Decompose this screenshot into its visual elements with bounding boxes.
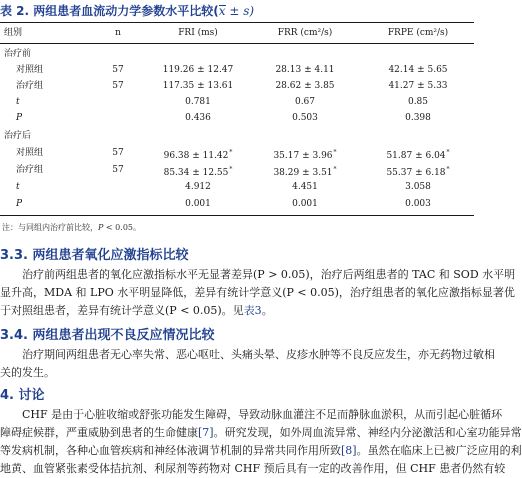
header-fri: FRI (ms) <box>178 28 218 38</box>
section-heading-3-3: 3.3. 两组患者氧化应激指标比较 <box>0 248 189 263</box>
row-label: 对照组 <box>16 148 44 158</box>
paragraph-line: 关的发生。 <box>0 366 55 379</box>
paragraph-line: 治疗期间两组患者无心率失常、恶心呕吐、头痛头晕、皮疹水肿等不良反应发生，亦无药物过敏相 <box>22 348 495 361</box>
table-row <box>0 78 474 94</box>
paragraph-line: 于对照组患者，差异有统计学意义(P < 0.05)。见表3。 <box>0 304 273 317</box>
cell-frr: 38.29 ± 3.51* <box>273 166 337 178</box>
table-footnote: 注：与同组内治疗前比较，P < 0.05。 <box>2 223 141 232</box>
paragraph-line: 显升高，MDA 和 LPO 水平明显降低，差异有统计学意义(P < 0.05)，治疗组患者的氧化应激指标显著优 <box>0 286 515 299</box>
citation-7-link[interactable]: [7] <box>198 426 214 439</box>
row-label: P <box>16 199 23 209</box>
cell-frr: 28.13 ± 4.11 <box>275 65 335 75</box>
cell-frpe: 0.85 <box>407 97 429 107</box>
cell-frr: 0.001 <box>292 199 318 209</box>
cell-fri: 4.912 <box>185 182 211 192</box>
table-top-rule <box>0 22 474 23</box>
row-label: 治疗组 <box>16 165 44 175</box>
significance-mark: * <box>333 149 337 156</box>
cell-frpe: 3.058 <box>405 182 431 192</box>
paragraph-line: 地黄、血管紧张素受体拮抗剂、利尿剂等药物对 CHF 预后具有一定的改善作用，但 CHF 患者仍然有较 <box>0 462 506 475</box>
table-3-link[interactable]: 表3 <box>243 304 262 317</box>
cell-fri: 96.38 ± 11.42* <box>163 149 233 161</box>
cell-frr: 0.503 <box>292 113 318 123</box>
header-n: n <box>115 28 121 38</box>
cell-n: 57 <box>112 65 124 75</box>
significance-mark: * <box>229 149 233 156</box>
row-label: P <box>16 113 23 123</box>
cell-n: 57 <box>112 148 124 158</box>
row-label: 对照组 <box>16 65 44 75</box>
table-title: 两组患者血流动力学参数水平比较( <box>33 4 219 18</box>
cell-frr: 28.62 ± 3.85 <box>275 81 335 91</box>
cell-fri: 117.35 ± 13.61 <box>162 81 234 91</box>
table-row <box>0 196 474 212</box>
row-label: t <box>16 182 20 192</box>
significance-mark: * <box>446 166 450 173</box>
paragraph-line: CHF 是由于心脏收缩或舒张功能发生障碍，导致动脉血灌注不足而静脉血淤积，从而引起心脏循环 <box>22 408 503 421</box>
citation-8-link[interactable]: [8] <box>341 444 357 457</box>
cell-fri: 0.001 <box>185 199 211 209</box>
cell-frr: 0.67 <box>294 97 316 107</box>
cell-fri: 119.26 ± 12.47 <box>162 65 234 75</box>
cell-n: 57 <box>112 81 124 91</box>
table-caption <box>0 2 254 20</box>
cell-frr: 35.17 ± 3.96* <box>273 149 337 161</box>
cell-frpe: 51.87 ± 6.04* <box>386 149 450 161</box>
significance-mark: * <box>446 149 450 156</box>
table-row <box>0 162 474 178</box>
cell-fri: 85.34 ± 12.55* <box>163 166 233 178</box>
significance-mark: * <box>229 166 233 173</box>
cell-frpe: 42.14 ± 5.65 <box>388 65 448 75</box>
section-before-row <box>0 46 474 62</box>
cell-frpe: 0.398 <box>405 113 431 123</box>
paragraph-line: 障碍症候群，严重威胁到患者的生命健康[7]。研究发现，如外周血流异常、神经内分泌激活和心室功能异常 <box>0 426 522 439</box>
cell-fri: 0.781 <box>185 97 211 107</box>
table-bottom-rule <box>0 215 474 216</box>
header-group: 组别 <box>4 28 23 38</box>
mean-symbol: x <box>218 4 226 18</box>
table-row <box>0 62 474 78</box>
paragraph-line: 治疗前两组患者的氧化应激指标水平无显著差异(P > 0.05)，治疗后两组患者的 TAC 和 SOD 水平明 <box>22 268 516 281</box>
cell-fri: 0.436 <box>185 113 211 123</box>
cell-frpe: 41.27 ± 5.33 <box>388 81 448 91</box>
section-heading-3-4: 3.4. 两组患者出现不良反应情况比较 <box>0 328 215 343</box>
table-row <box>0 145 474 161</box>
cell-frpe: 0.003 <box>405 199 431 209</box>
sd-symbol: ± s) <box>225 4 255 18</box>
table-row <box>0 94 474 110</box>
cell-frr: 4.451 <box>292 182 318 192</box>
section-after-row <box>0 128 474 144</box>
section-before-label: 治疗前 <box>4 49 32 59</box>
table-row <box>0 110 474 126</box>
row-label: t <box>16 97 20 107</box>
table-number: 表 2. <box>0 4 30 18</box>
section-after-label: 治疗后 <box>4 131 32 141</box>
significance-mark: * <box>333 166 337 173</box>
cell-frpe: 55.37 ± 6.18* <box>386 166 450 178</box>
table-row <box>0 179 474 195</box>
cell-n: 57 <box>112 165 124 175</box>
header-frr: FRR (cm²/s) <box>277 28 333 38</box>
section-heading-4: 4. 讨论 <box>0 388 45 403</box>
row-label: 治疗组 <box>16 81 44 91</box>
table-header-row <box>0 25 474 41</box>
table-header-rule <box>0 43 474 44</box>
paragraph-line: 等发病机制，各种心血管疾病和神经体液调节机制的异常共同作用所致[8]。虽然在临床上已被广泛应用的利 <box>0 444 522 457</box>
header-frpe: FRPE (cm²/s) <box>387 28 449 38</box>
